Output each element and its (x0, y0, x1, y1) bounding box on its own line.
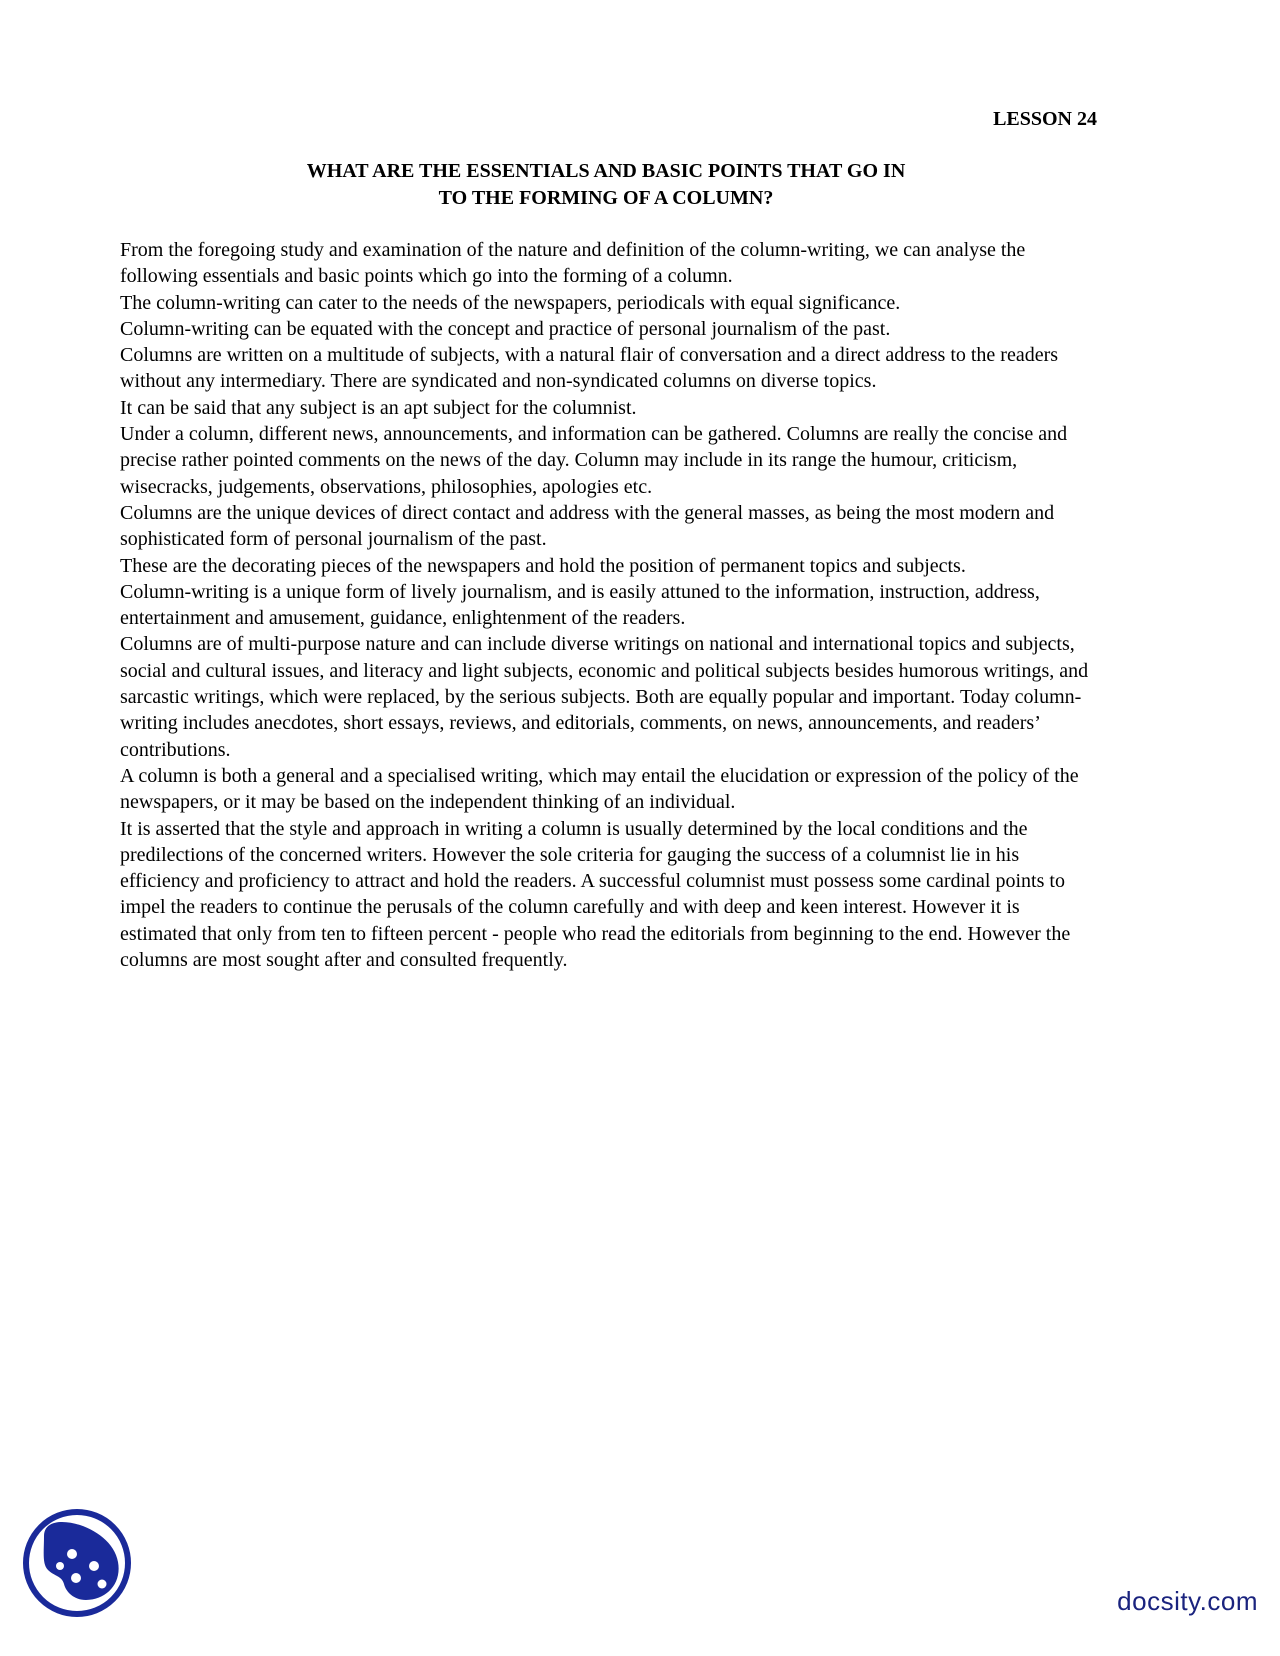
docsity-brand-link[interactable]: docsity.com (1117, 1586, 1258, 1616)
page-title (120, 158, 1092, 212)
title-line-2: TO THE FORMING OF A COLUMN? (438, 187, 774, 209)
paragraph: Column-writing is a unique form of lively journalism, and is easily attuned to the information, instruction, address, entertainment and amusement, guidance, enlightenment of the readers. (120, 580, 1040, 630)
paragraph: A column is both a general and a specialised writing, which may entail the elucidation or expression of the policy of the newspapers, or it may be based on the independent thinking of an individual. (120, 764, 1079, 814)
paragraph: The column-writing can cater to the needs of the newspapers, periodicals with equal significance. (120, 291, 901, 314)
paragraph: These are the decorating pieces of the newspapers and hold the position of permanent topics and subjects. (120, 554, 966, 577)
paragraph: Column-writing can be equated with the concept and practice of personal journalism of the past. (120, 317, 891, 340)
paragraph: Under a column, different news, announcements, and information can be gathered. Columns are really the concise and precise rather pointed comments on the news of the day. Column may include in its range the humour, criticism, wisecracks, judgements, observations, philosophies, apologies etc. (120, 423, 1068, 498)
body-text (120, 237, 1100, 973)
paragraph: It is asserted that the style and approach in writing a column is usually determined by the local conditions and the predilections of the concerned writers. However the sole criteria for gauging the success of a columnist lie in his efficiency and proficiency to attract and hold the readers. A successful columnist must possess some cardinal points to impel the readers to continue the perusals of the column carefully and with deep and keen interest. However it is estimated that only from ten to fifteen percent - people who read the editorials from beginning to the end. However the columns are most sought after and consulted frequently. (120, 817, 1071, 972)
docsity-logo-icon[interactable] (22, 1508, 132, 1618)
paragraph: From the foregoing study and examination of the nature and definition of the column-writing, we can analyse the following essentials and basic points which go into the forming of a column. (120, 239, 1026, 288)
paragraph: Columns are written on a multitude of subjects, with a natural flair of conversation and a direct address to the readers without any intermediary. There are syndicated and non-syndicated columns on diverse topics. (120, 344, 1059, 393)
paragraph: It can be said that any subject is an apt subject for the columnist. (120, 396, 637, 419)
lesson-number: LESSON 24 (993, 108, 1097, 130)
paragraph: Columns are of multi-purpose nature and can include diverse writings on national and international topics and subjects, social and cultural issues, and literacy and light subjects, economic and political subjects besides humorous writings, and sarcastic writings, which were replaced, by the serious subjects. Both are equally popular and important. Today column-writing includes anecdotes, short essays, reviews, and editorials, comments, on news, announcements, and readers’ contributions. (120, 633, 1089, 761)
title-line-1: WHAT ARE THE ESSENTIALS AND BASIC POINTS THAT GO IN (306, 160, 906, 182)
paragraph: Columns are the unique devices of direct contact and address with the general masses, as being the most modern and sophisticated form of personal journalism of the past. (120, 501, 1055, 551)
